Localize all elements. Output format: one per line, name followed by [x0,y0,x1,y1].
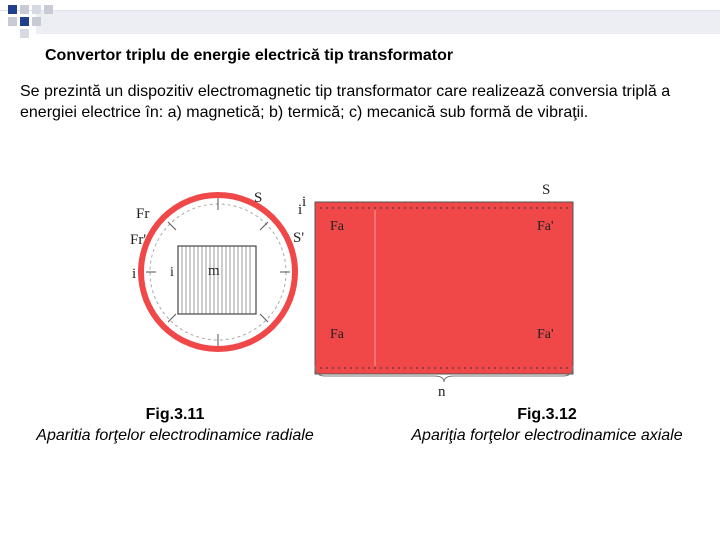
label-m: m [208,263,220,279]
caption-number: Fig.3.12 [517,406,577,423]
caption-fig-3-11 [30,404,320,446]
label-i-top: i [298,202,303,218]
caption-number: Fig.3.11 [145,406,205,423]
label-fa-top-right: Fa' [537,219,554,234]
label-fa-bottom-right: Fa' [537,327,554,342]
caption-fig-3-12 [392,404,702,446]
label-fa-bottom-left: Fa [330,327,344,342]
caption-text: Aparitia forţelor electrodinamice radiale [36,427,314,444]
label-s: S [254,190,263,206]
label-s: S [542,182,551,198]
label-fa-top-left: Fa [330,219,344,234]
label-i-inner: i [170,265,174,280]
figure-axial-forces [300,180,590,400]
label-n: n [438,384,446,400]
slide-paragraph: Se prezintă un dispozitiv electromagnetic tip transformator care realizează conversia triplă a energiei electrice în: a) magnetică; b) termică; c) mecanică sub formă de vibraţii. [20,83,671,121]
slide-title: Convertor triplu de energie electrică tip transformator [45,47,454,64]
label-fr-prime: Fr' [130,232,147,248]
decorative-header [0,0,720,40]
label-i: i [302,194,307,210]
label-fr: Fr [136,206,150,222]
caption-text: Apariţia forţelor electrodinamice axiale [411,427,683,444]
label-s-prime: S' [293,230,305,246]
coil-block [315,202,573,374]
figure-radial-forces [120,180,310,390]
label-i-left: i [132,266,137,282]
